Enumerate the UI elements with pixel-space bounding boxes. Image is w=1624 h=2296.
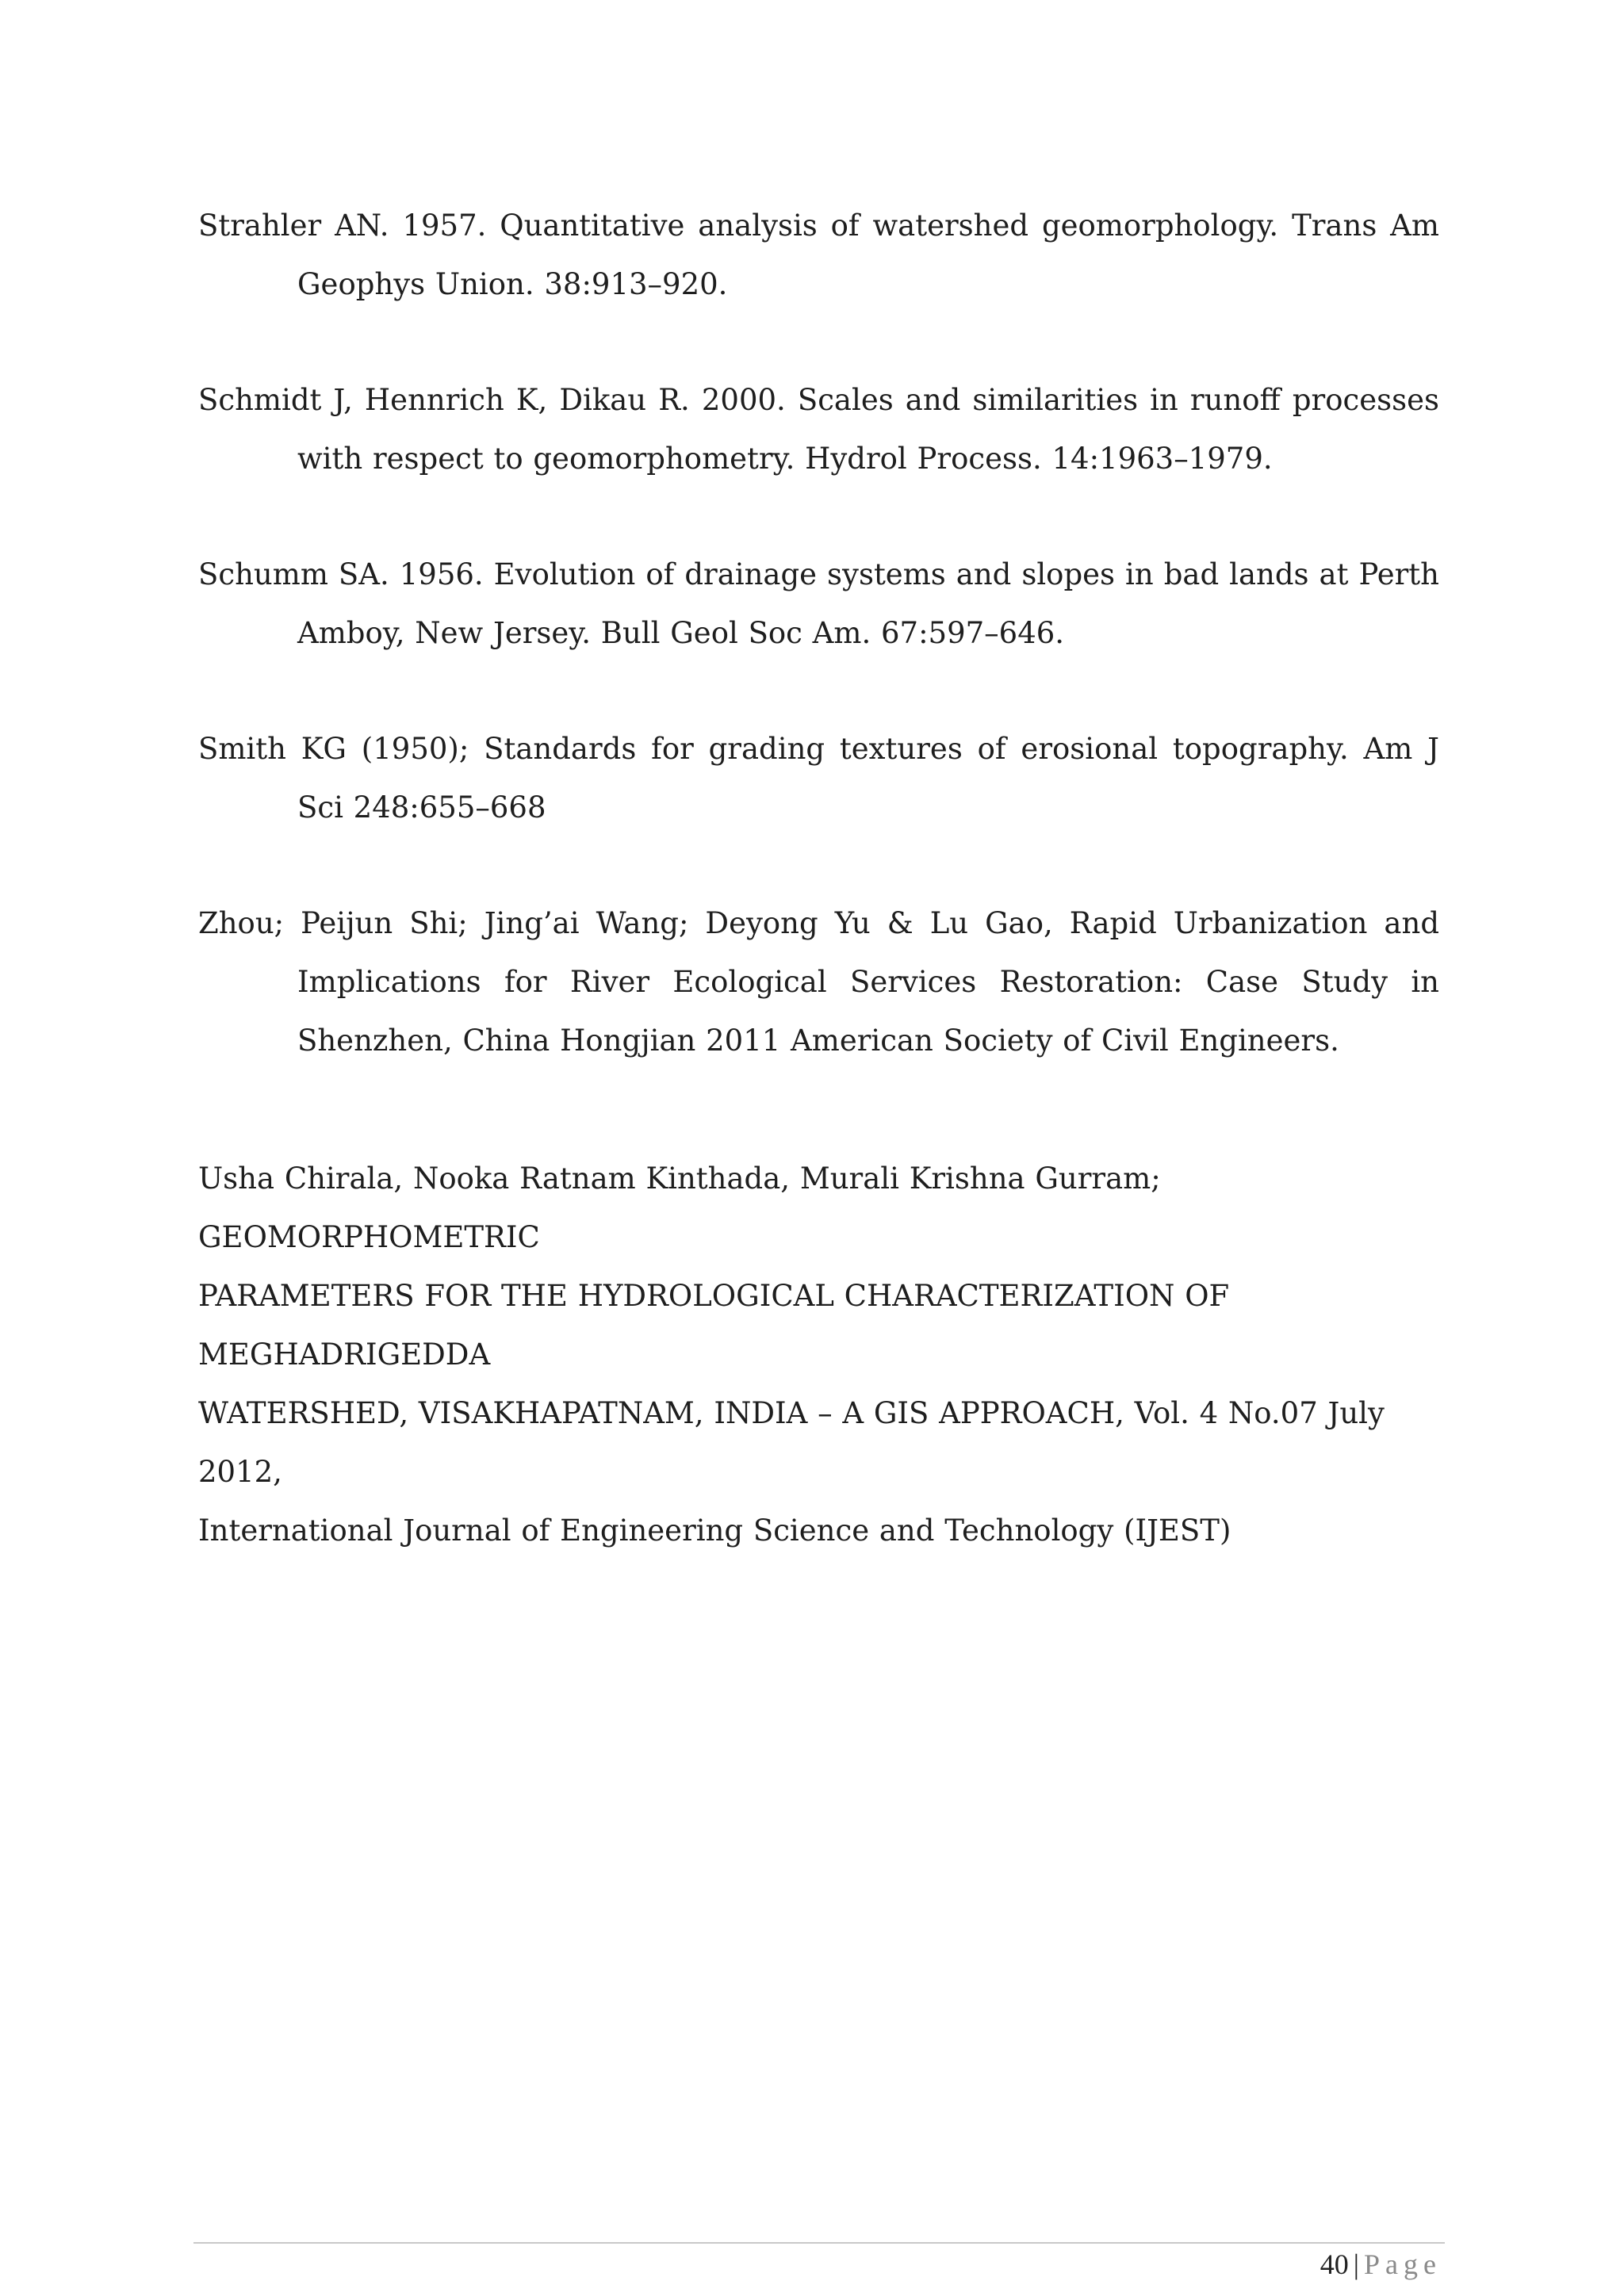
page-label: Page — [1364, 2248, 1442, 2280]
page-number: 40 — [1320, 2248, 1349, 2280]
reference-list — [198, 197, 1439, 1560]
reference-smith-1950: Smith KG (1950); Standards for grading textures of erosional topography. Am J Sci 248:655–668 — [198, 732, 1439, 825]
reference-line: WATERSHED, VISAKHAPATNAM, INDIA – A GIS APPROACH, Vol. 4 No.07 July 2012, — [198, 1396, 1385, 1489]
page-footer — [1320, 2247, 1442, 2282]
reference-line: Usha Chirala, Nooka Ratnam Kinthada, Murali Krishna Gurram; GEOMORPHOMETRIC — [198, 1161, 1161, 1254]
reference-schmidt-2000: Schmidt J, Hennrich K, Dikau R. 2000. Scales and similarities in runoff processes with respect to geomorphometry. Hydrol Process. 14:1963–1979. — [198, 383, 1439, 476]
footer-separator: | — [1353, 2248, 1360, 2280]
reference-strahler-1957: Strahler AN. 1957. Quantitative analysis of watershed geomorphology. Trans Am Geophys Union. 38:913–920. — [198, 209, 1439, 301]
reference-schumm-1956: Schumm SA. 1956. Evolution of drainage systems and slopes in bad lands at Perth Amboy, New Jersey. Bull Geol Soc Am. 67:597–646. — [198, 557, 1439, 650]
reference-line: PARAMETERS FOR THE HYDROLOGICAL CHARACTERIZATION OF MEGHADRIGEDDA — [198, 1279, 1230, 1372]
reference-line: International Journal of Engineering Science and Technology (IJEST) — [198, 1513, 1231, 1548]
footer-divider — [193, 2242, 1445, 2244]
reference-zhou-2011: Zhou; Peijun Shi; Jing’ai Wang; Deyong Yu & Lu Gao, Rapid Urbanization and Implications for River Ecological Services Restoration: Case Study in Shenzhen, China Hongjian 2011 American Society of Civil Engineers. — [198, 906, 1439, 1058]
reference-chirala-2012 — [198, 1150, 1439, 1560]
